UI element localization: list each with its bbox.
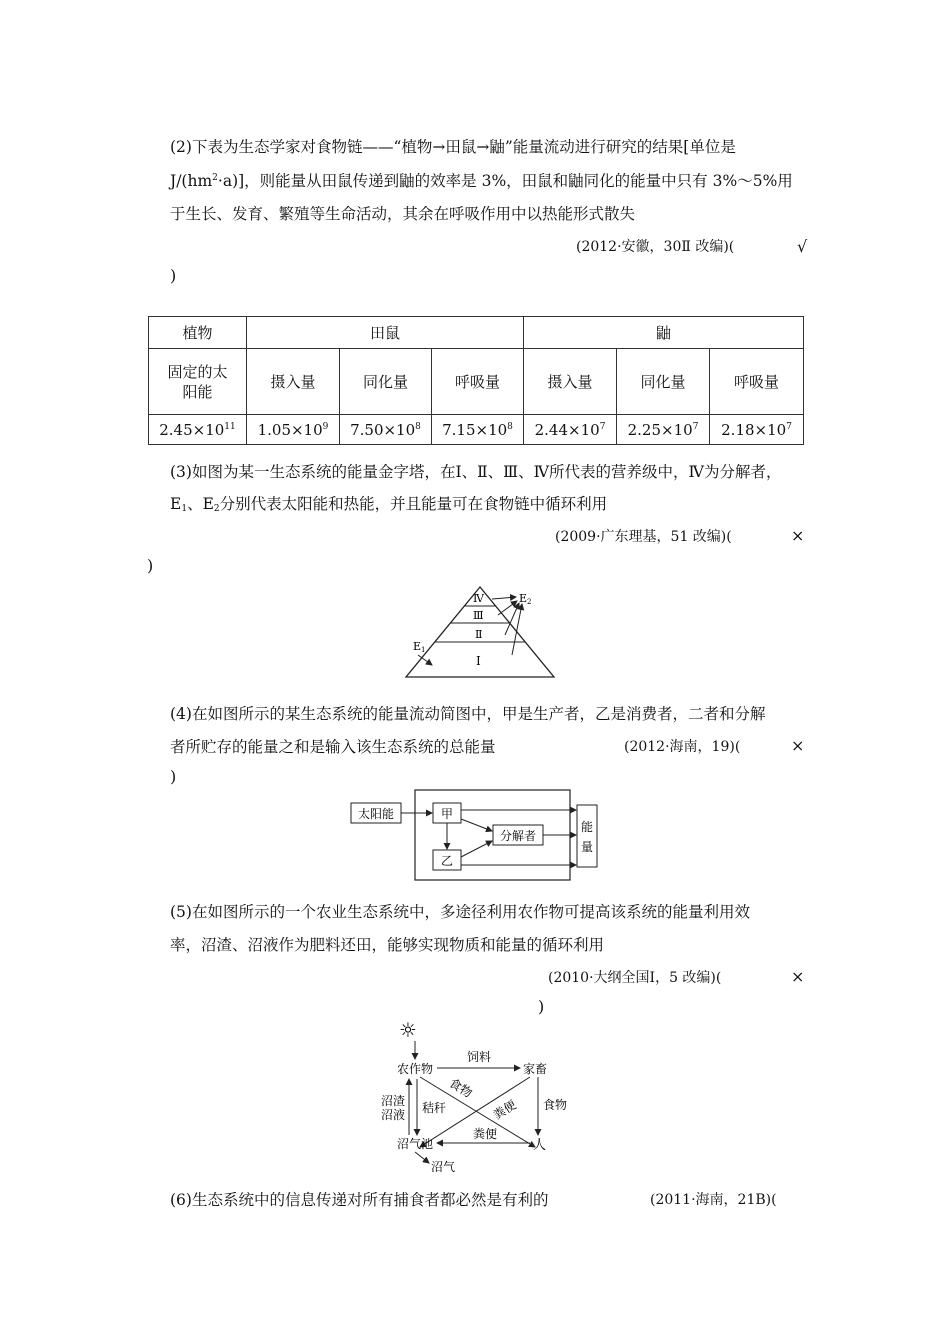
q5-line2: 率，沼渣、沼液作为肥料还田，能够实现物质和能量的循环利用 bbox=[170, 936, 605, 954]
label-e1: E1 bbox=[413, 640, 426, 654]
energy-label-2: 量 bbox=[580, 840, 594, 854]
th-plant: 植物 bbox=[149, 317, 247, 349]
arrow-consumer-decomposer bbox=[461, 841, 492, 857]
th-mouse-resp: 呼吸量 bbox=[432, 349, 524, 415]
q2-line3: 于生长、发育、繁殖等生命活动，其余在呼吸作用中以热能形式散失 bbox=[170, 205, 636, 223]
pyramid-level-4: Ⅳ bbox=[473, 592, 484, 605]
manure-bottom-label: 粪便 bbox=[473, 1127, 498, 1141]
sun-icon: ☼ bbox=[399, 1018, 417, 1042]
table-header-row bbox=[149, 317, 804, 349]
q4-source: (2012·海南，19)( bbox=[624, 739, 741, 755]
q3-close-paren: ) bbox=[147, 556, 154, 575]
energy-flow-figure bbox=[345, 785, 610, 885]
food-diag-label: 食物 bbox=[446, 1075, 475, 1101]
cell-weasel-assim: $2.25\times 10^7$ bbox=[617, 415, 710, 445]
person-label: 人 bbox=[533, 1138, 547, 1153]
q2-line2: $J/(hm^2\cdot a)$]，则能量从田鼠传递到鼬的效率是 3%，田鼠和鼬同化的能量中只有 3%～5%用 bbox=[170, 172, 793, 190]
biogas-pool-label: 沼气池 bbox=[397, 1137, 434, 1151]
table-value-row bbox=[149, 415, 804, 445]
q4-line1: (4)在如图所示的某生态系统的能量流动简图中，甲是生产者，乙是消费者，二者和分解 bbox=[170, 705, 766, 723]
pyramid-level-1: Ⅰ bbox=[476, 654, 481, 668]
cell-weasel-intake: $2.44\times 10^7$ bbox=[524, 415, 617, 445]
q4-close-paren: ) bbox=[170, 767, 177, 786]
q2-close-paren: ) bbox=[170, 266, 177, 285]
residue-label: 沼渣 bbox=[381, 1094, 406, 1108]
q6-source: (2011·海南，21B)( bbox=[650, 1192, 777, 1208]
table-subheader-row bbox=[149, 349, 804, 415]
arrow-pool-biogas bbox=[415, 1152, 429, 1163]
sun-label: 太阳能 bbox=[357, 807, 395, 821]
q4-line2: 者所贮存的能量之和是输入该生态系统的总能量 bbox=[170, 738, 496, 756]
pyramid-level-2: Ⅱ bbox=[475, 628, 483, 641]
straw-label: 秸秆 bbox=[422, 1101, 447, 1115]
livestock-label: 家畜 bbox=[523, 1062, 548, 1076]
biogas-label: 沼气 bbox=[431, 1160, 456, 1174]
arrow-producer-decomposer bbox=[461, 819, 492, 831]
q4-answer-mark: × bbox=[791, 736, 805, 755]
cell-mouse-intake: $1.05\times 10^9$ bbox=[247, 415, 340, 445]
q6-line1: (6)生态系统中的信息传递对所有捕食者都必然是有利的 bbox=[170, 1191, 549, 1209]
energy-flow-table bbox=[148, 316, 804, 445]
arrow-lv4-e2 bbox=[492, 597, 516, 599]
q3-line1: (3)如图为某一生态系统的能量金字塔，在Ⅰ、Ⅱ、Ⅲ、Ⅳ所代表的营养级中，Ⅳ为分解者， bbox=[170, 463, 782, 481]
crops-label: 农作物 bbox=[397, 1062, 434, 1076]
th-mouse-intake: 摄入量 bbox=[247, 349, 340, 415]
manure-diag-label: 粪便 bbox=[490, 1097, 519, 1123]
cell-plant-fixed: $2.45\times 10^{11}$ bbox=[149, 415, 247, 445]
cell-mouse-assim: $7.50\times 10^8$ bbox=[340, 415, 432, 445]
q3-line2: $E_1$、$E_2$分别代表太阳能和热能，并且能量可在食物链中循环利用 bbox=[170, 495, 608, 514]
label-e2: E2 bbox=[519, 592, 532, 606]
q3-source: (2009·广东理基，51 改编)( bbox=[555, 529, 732, 545]
th-mouse-assim: 同化量 bbox=[340, 349, 432, 415]
th-weasel-resp: 呼吸量 bbox=[710, 349, 804, 415]
th-weasel-assim: 同化量 bbox=[617, 349, 710, 415]
th-weasel-intake: 摄入量 bbox=[524, 349, 617, 415]
energy-box bbox=[577, 805, 597, 867]
agri-ecosystem-figure bbox=[375, 1015, 590, 1175]
th-weasel: 鼬 bbox=[524, 317, 804, 349]
food-right-label: 食物 bbox=[543, 1098, 568, 1112]
energy-label-1: 能 bbox=[580, 820, 594, 834]
q3-answer-mark: × bbox=[791, 526, 805, 545]
q2-answer-mark: √ bbox=[797, 237, 808, 256]
q2-line1: (2)下表为生态学家对食物链——“植物→田鼠→鼬”能量流动进行研究的结果[单位是 bbox=[170, 138, 736, 156]
cell-weasel-resp: $2.18\times 10^7$ bbox=[710, 415, 804, 445]
consumer-label: 乙 bbox=[440, 854, 454, 868]
q5-source: (2010·大纲全国Ⅰ，5 改编)( bbox=[548, 970, 722, 986]
arrow-lv1-e2 bbox=[512, 604, 522, 655]
q5-line1: (5)在如图所示的一个农业生态系统中，多途径利用农作物可提高该系统的能量利用效 bbox=[170, 903, 750, 921]
q5-close-paren: ) bbox=[538, 997, 545, 1016]
th-plant-fixed: 固定的太 阳能 bbox=[149, 349, 247, 415]
th-mouse: 田鼠 bbox=[247, 317, 524, 349]
feed-label: 饲料 bbox=[467, 1050, 492, 1064]
liquid-label: 沼液 bbox=[381, 1108, 406, 1122]
energy-pyramid-figure bbox=[400, 585, 560, 685]
pyramid-level-3: Ⅲ bbox=[473, 609, 484, 622]
decomposer-label: 分解者 bbox=[499, 829, 537, 843]
q5-answer-mark: × bbox=[791, 967, 805, 986]
q2-source: (2012·安徽，30Ⅱ 改编)( bbox=[576, 239, 735, 255]
producer-label: 甲 bbox=[440, 807, 454, 821]
cell-mouse-resp: $7.15\times 10^8$ bbox=[432, 415, 524, 445]
